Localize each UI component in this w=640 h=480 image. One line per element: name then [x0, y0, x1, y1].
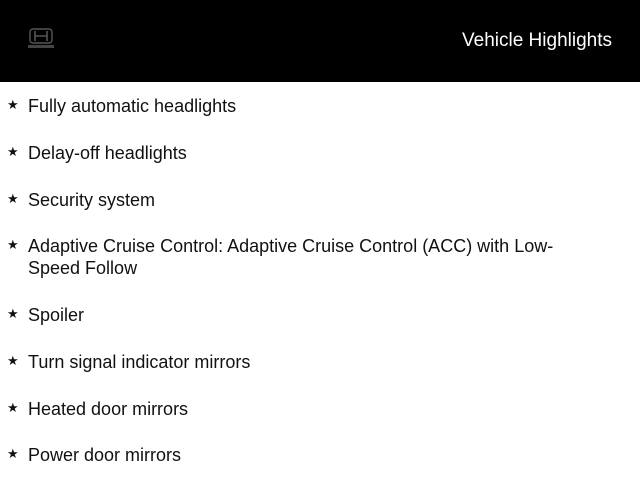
honda-logo-icon	[26, 28, 56, 50]
page-title: Vehicle Highlights	[462, 30, 612, 51]
star-icon: ★	[7, 144, 19, 159]
list-item-label: Fully automatic headlights	[28, 96, 237, 116]
list-item-label: Security system	[28, 190, 156, 210]
list-item-label: Delay-off headlights	[28, 143, 187, 163]
star-icon: ★	[7, 237, 19, 252]
list-item-label: Power door mirrors	[28, 445, 182, 465]
list-item-label: Heated door mirrors	[28, 399, 189, 419]
list-item-label: Adaptive Cruise Control: Adaptive Cruise Control (ACC) with Low-Speed Follow	[28, 236, 554, 278]
star-icon: ★	[7, 353, 19, 368]
star-icon: ★	[7, 400, 19, 415]
star-icon: ★	[7, 306, 19, 321]
star-icon: ★	[7, 446, 19, 461]
list-item-label: Turn signal indicator mirrors	[28, 352, 251, 372]
header-bar	[0, 0, 640, 82]
star-icon: ★	[7, 191, 19, 206]
list-item-label: Spoiler	[28, 305, 85, 325]
star-icon: ★	[7, 97, 19, 112]
